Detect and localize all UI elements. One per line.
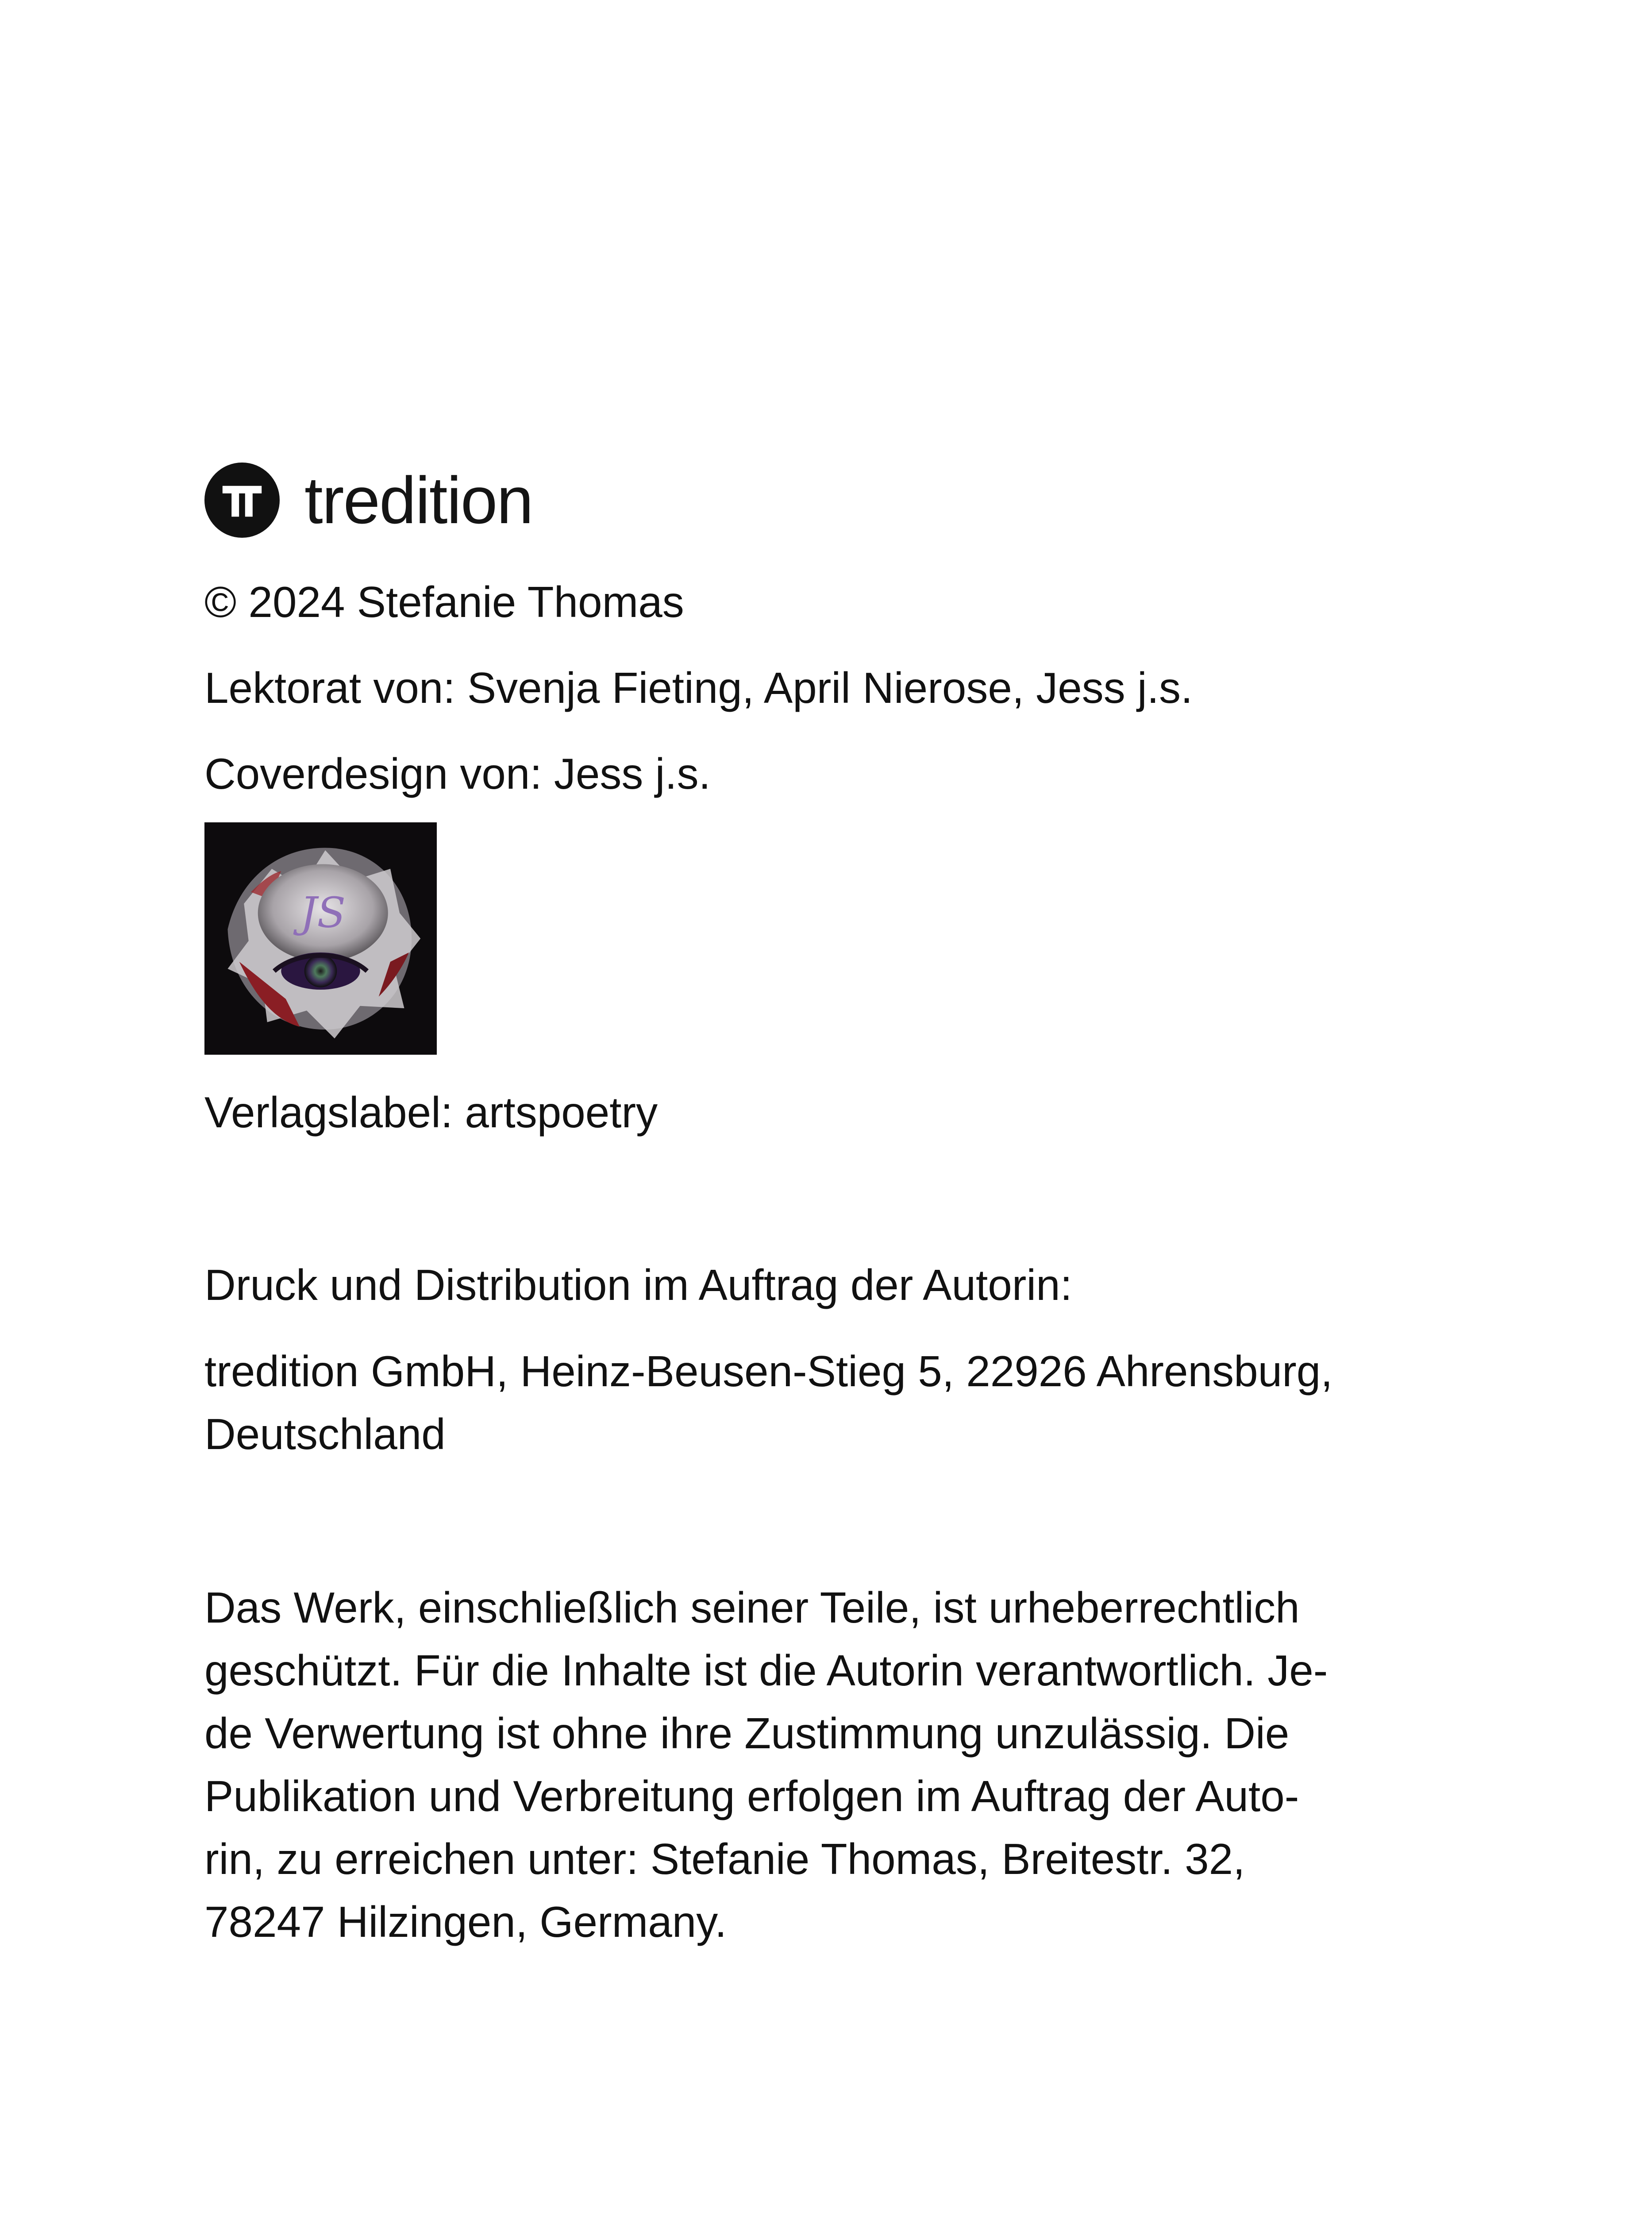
print-distribution-heading: Druck und Distribution im Auftrag der Autorin: [204,1261,1072,1309]
editors-line: Lektorat von: Svenja Fieting, April Nierose, Jess j.s. [204,663,1193,712]
notice-line: 78247 Hilzingen, Germany. [204,1897,727,1946]
notice-line: rin, zu erreichen unter: Stefanie Thomas, Breitestr. 32, [204,1835,1245,1883]
tredition-logo-icon [204,463,280,538]
publisher-wordmark: tredition [304,463,533,537]
publisher-label-line: Verlagslabel: artspoetry [204,1088,658,1137]
notice-line: de Verwertung ist ohne ihre Zustimmung unzulässig. Die [204,1709,1290,1758]
notice-line: Das Werk, einschließlich seiner Teile, ist urheberrechtlich [204,1583,1300,1632]
label-logo-monogram: JS [300,888,346,937]
notice-line: Publikation und Verbreitung erfolgen im Auftrag der Auto- [204,1772,1299,1820]
copyright-notice [204,1576,1488,1953]
copyright-line: © 2024 Stefanie Thomas [204,578,684,626]
artspoetry-label-logo [204,822,437,1055]
imprint-content [204,460,1488,1953]
address-line: Deutschland [204,1410,446,1458]
cover-design-line: Coverdesign von: Jess j.s. [204,749,711,798]
notice-line: geschützt. Für die Inhalte ist die Autorin verantwortlich. Je- [204,1646,1328,1695]
address-line: tredition GmbH, Heinz-Beusen-Stieg 5, 22926 Ahrensburg, [204,1347,1333,1396]
publisher-logo [204,460,1488,540]
printer-address [204,1340,1488,1465]
